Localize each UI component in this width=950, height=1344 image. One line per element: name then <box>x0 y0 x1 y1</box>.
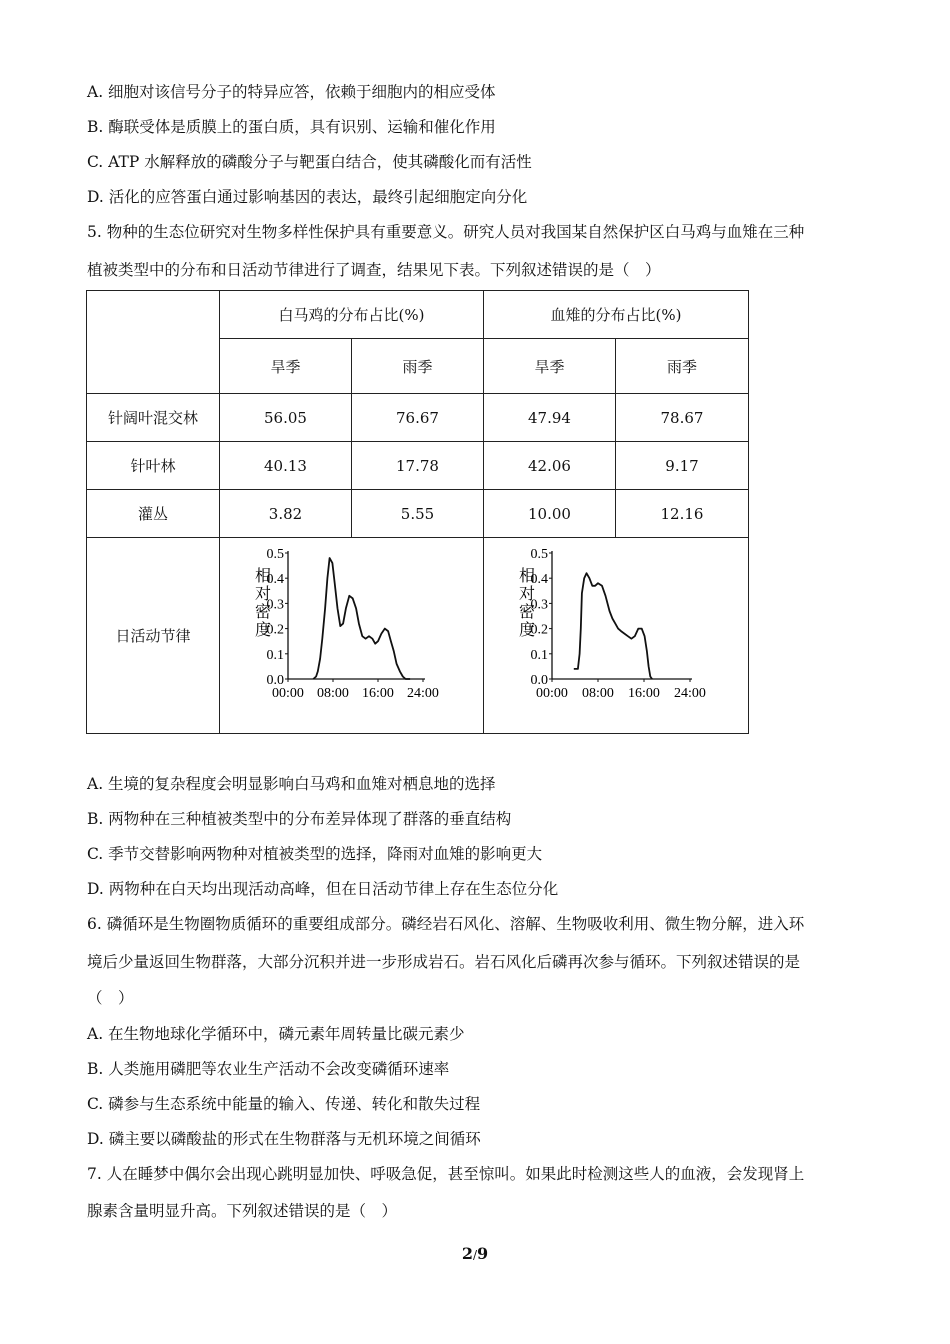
q4-option-a: A. 细胞对该信号分子的特异应答，依赖于细胞内的相应受体 <box>87 83 496 101</box>
q5-option-c: C. 季节交替影响两物种对植被类型的选择，降雨对血雉的影响更大 <box>87 845 543 863</box>
page-separator: / <box>472 1248 478 1262</box>
row-label-activity: 日活动节律 <box>87 538 220 734</box>
xuezhi-chart-cell <box>484 538 749 734</box>
table-cell: 40.13 <box>220 442 352 490</box>
activity-curve <box>313 558 410 679</box>
row-label: 针叶林 <box>87 442 220 490</box>
q5-stem-line-2: 植被类型中的分布和日活动节律进行了调查，结果见下表。下列叙述错误的是（ ） <box>87 261 661 279</box>
page-current: 2 <box>461 1244 473 1263</box>
table-cell: 47.94 <box>484 394 616 442</box>
x-tick-label: 00:00 <box>272 685 304 701</box>
y-axis-label-char: 度 <box>519 621 536 639</box>
row-label: 针阔叶混交林 <box>87 394 220 442</box>
y-tick-label: 0.5 <box>266 546 284 562</box>
y-tick-label: 0.4 <box>266 571 284 587</box>
y-axis-label-char: 相 <box>519 567 536 585</box>
distribution-table <box>86 290 749 734</box>
q5-option-b: B. 两物种在三种植被类型中的分布差异体现了群落的垂直结构 <box>87 810 512 828</box>
q7-stem-line-1: 7. 人在睡梦中偶尔会出现心跳明显加快、呼吸急促，甚至惊叫。如果此时检测这些人的血液，会发现肾上 <box>87 1165 805 1183</box>
q6-option-a: A. 在生物地球化学循环中，磷元素年周转量比碳元素少 <box>87 1025 465 1043</box>
q6-option-b: B. 人类施用磷肥等农业生产活动不会改变磷循环速率 <box>87 1060 450 1078</box>
page-total: 9 <box>477 1244 489 1263</box>
y-tick-label: 0.3 <box>266 596 284 612</box>
header-rainy-season: 雨季 <box>616 339 749 394</box>
x-tick-label: 24:00 <box>674 685 706 701</box>
y-tick-label: 0.1 <box>530 647 548 663</box>
y-tick-label: 0.4 <box>530 571 548 587</box>
q6-option-d: D. 磷主要以磷酸盐的形式在生物群落与无机环境之间循环 <box>87 1130 481 1148</box>
table-cell: 17.78 <box>352 442 484 490</box>
q4-option-d: D. 活化的应答蛋白通过影响基因的表达，最终引起细胞定向分化 <box>87 188 528 206</box>
y-axis-label-char: 密 <box>255 603 272 621</box>
y-tick-label: 0.2 <box>266 622 284 638</box>
y-axis-label-char: 相 <box>255 567 272 585</box>
x-tick-label: 08:00 <box>317 685 349 701</box>
table-corner-cell <box>87 291 220 394</box>
baimaji-chart-cell <box>220 538 484 734</box>
table-cell: 10.00 <box>484 490 616 538</box>
baimaji-activity-chart <box>220 539 482 733</box>
page-number <box>0 1244 950 1263</box>
table-row <box>87 442 749 490</box>
y-axis-label-char: 对 <box>519 585 536 603</box>
q5-option-d: D. 两物种在白天均出现活动高峰，但在日活动节律上存在生态位分化 <box>87 880 559 898</box>
y-tick-label: 0.3 <box>530 596 548 612</box>
q6-stem-line-2: 境后少量返回生物群落，大部分沉积并进一步形成岩石。岩石风化后磷再次参与循环。下列叙述错误的是 <box>87 953 801 971</box>
table-cell: 9.17 <box>616 442 749 490</box>
table-cell: 5.55 <box>352 490 484 538</box>
q6-option-c: C. 磷参与生态系统中能量的输入、传递、转化和散失过程 <box>87 1095 481 1113</box>
q5-option-a: A. 生境的复杂程度会明显影响白马鸡和血雉对栖息地的选择 <box>87 775 496 793</box>
q4-option-c: C. ATP 水解释放的磷酸分子与靶蛋白结合，使其磷酸化而有活性 <box>87 153 532 171</box>
y-tick-label: 0.1 <box>266 647 284 663</box>
y-tick-label: 0.0 <box>530 672 548 688</box>
q6-stem-line-3: （ ） <box>87 989 134 1007</box>
y-tick-label: 0.2 <box>530 622 548 638</box>
header-baimaji: 白马鸡的分布占比(%) <box>220 291 484 339</box>
table-cell: 3.82 <box>220 490 352 538</box>
y-axis-label-char: 密 <box>519 603 536 621</box>
x-tick-label: 24:00 <box>407 685 439 701</box>
table-row <box>87 490 749 538</box>
q4-option-b: B. 酶联受体是质膜上的蛋白质，具有识别、运输和催化作用 <box>87 118 496 136</box>
header-dry-season: 旱季 <box>484 339 616 394</box>
y-tick-label: 0.0 <box>266 672 284 688</box>
table-cell: 76.67 <box>352 394 484 442</box>
x-tick-label: 08:00 <box>582 685 614 701</box>
header-xuezhi: 血雉的分布占比(%) <box>484 291 749 339</box>
y-axis-label-char: 对 <box>255 585 272 603</box>
xuezhi-activity-chart <box>484 539 746 733</box>
q6-stem-line-1: 6. 磷循环是生物圈物质循环的重要组成部分。磷经岩石风化、溶解、生物吸收利用、微生物分解，进入环 <box>87 915 805 933</box>
row-label: 灌丛 <box>87 490 220 538</box>
table-cell: 78.67 <box>616 394 749 442</box>
y-tick-label: 0.5 <box>530 546 548 562</box>
q7-stem-line-2: 腺素含量明显升高。下列叙述错误的是（ ） <box>87 1202 398 1220</box>
table-row <box>87 394 749 442</box>
q5-stem-line-1: 5. 物种的生态位研究对生物多样性保护具有重要意义。研究人员对我国某自然保护区白马鸡与血雉在三种 <box>87 223 805 241</box>
activity-curve <box>574 573 652 679</box>
header-dry-season: 旱季 <box>220 339 352 394</box>
header-rainy-season: 雨季 <box>352 339 484 394</box>
x-tick-label: 16:00 <box>362 685 394 701</box>
table-cell: 56.05 <box>220 394 352 442</box>
y-axis-label-char: 度 <box>255 621 272 639</box>
x-tick-label: 00:00 <box>536 685 568 701</box>
table-cell: 42.06 <box>484 442 616 490</box>
table-cell: 12.16 <box>616 490 749 538</box>
x-tick-label: 16:00 <box>628 685 660 701</box>
